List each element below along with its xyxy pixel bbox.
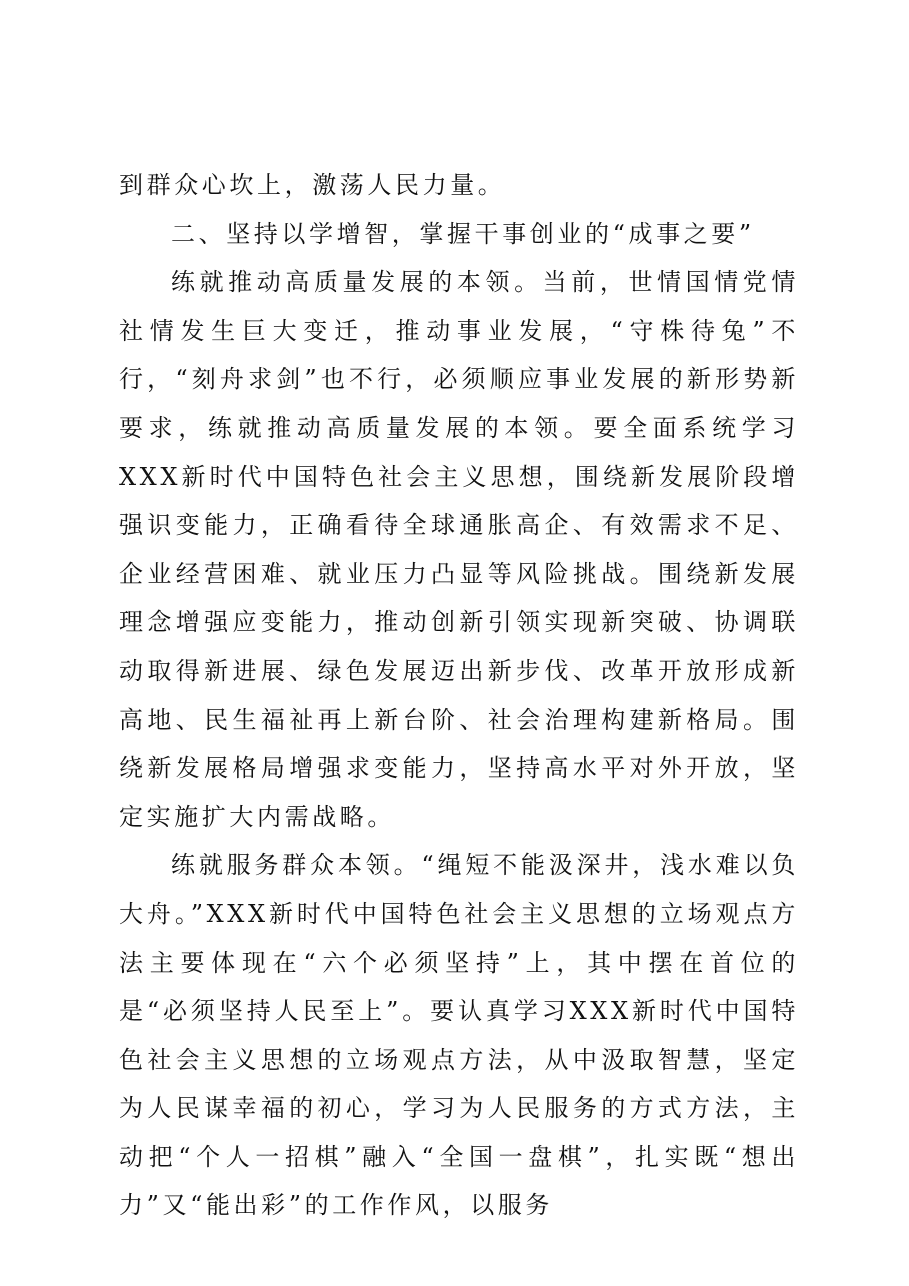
document-body: [119, 161, 799, 1230]
paragraph-development-skills: 练就推动高质量发展的本领。当前，世情国情党情社情发生巨大变迁，推动事业发展，“守株待兔”不行，“刻舟求剑”也不行，必须顺应事业发展的新形势新要求，练就推动高质量发展的本领。要全面系统学习XXX新时代中国特色社会主义思想，围绕新发展阶段增强识变能力，正确看待全球通胀高企、有效需求不足、企业经营困难、就业压力凸显等风险挑战。围绕新发展理念增强应变能力，推动创新引领实现新突破、协调联动取得新进展、绿色发展迈出新步伐、改革开放形成新高地、民生福祉再上新台阶、社会治理构建新格局。围绕新发展格局增强求变能力，坚持高水平对外开放，坚定实施扩大内需战略。: [119, 268, 799, 831]
paragraph-serving-people: 练就服务群众本领。“绳短不能汲深井，浅水难以负大舟。”XXX新时代中国特色社会主义思想的立场观点方法主要体现在“六个必须坚持”上，其中摆在首位的是“必须坚持人民至上”。要认真学习XXX新时代中国特色社会主义思想的立场观点方法，从中汲取智慧，坚定为人民谋幸福的初心，学习为人民服务的方式方法，主动把“个人一招棋”融入“全国一盘棋”，扎实既“想出力”又“能出彩”的工作作风，以服务: [119, 851, 799, 1220]
section-heading: 二、坚持以学增智，掌握干事创业的“成事之要”: [171, 219, 755, 248]
paragraph-continuation: 到群众心坎上，激荡人民力量。: [119, 171, 506, 199]
